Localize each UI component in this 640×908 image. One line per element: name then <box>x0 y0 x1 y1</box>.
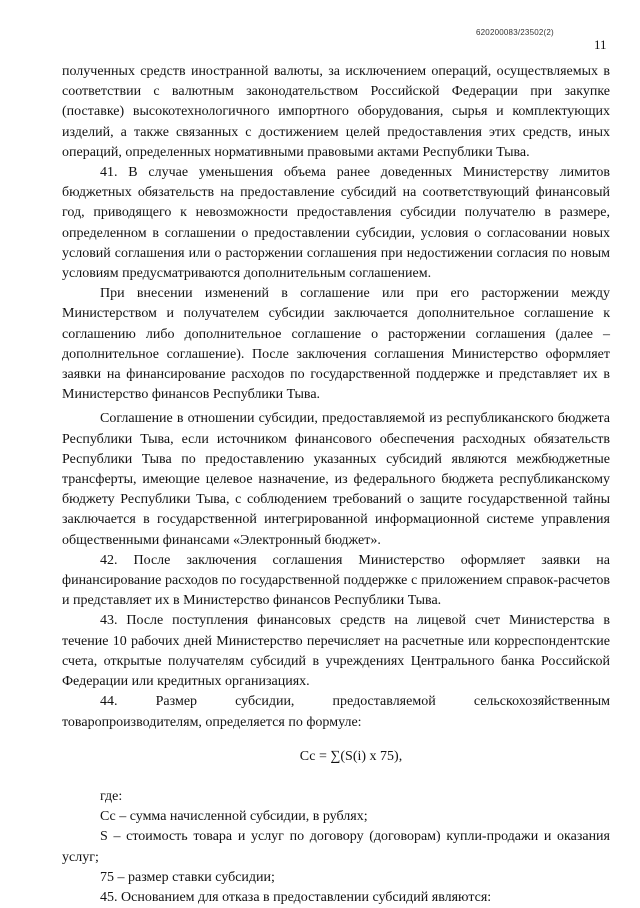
definition-cc: Сс – сумма начисленной субсидии, в рублях; <box>100 809 368 825</box>
definition-75: 75 – размер ставки субсидии; <box>100 869 275 885</box>
subsidy-formula: Сс = ∑(S(i) x 75), <box>299 748 403 764</box>
paragraph-41-electronic-budget: Соглашение в отношении субсидии, предоставляемой из республиканского бюджета Республики Тыва, если источником финансового обеспечения расходных обязательств Республики Тыва по предоставлению указанных субсидий являются межбюджетные трансферты, имеющие целевое назначение, из федерального бюджета республиканскому бюджету Республики Тыва, с соблюдением требований о защите государственной тайны заключается в государственной интегрированной информационной системе управления общественными финансами «Электронный бюджет». <box>62 411 610 548</box>
paragraph-44: 44. Размер субсидии, предоставляемой сельскохозяйственным товаропроизводителям, определяется по формуле: <box>62 694 610 730</box>
page-number: 11 <box>594 37 607 52</box>
document-id: 620200083/23502(2) <box>476 28 554 37</box>
definition-s: S – стоимость товара и услуг по договору (договорам) купли-продажи и оказания услуг; <box>62 829 610 865</box>
paragraph-43: 43. После поступления финансовых средств на лицевой счет Министерства в течение 10 рабочих дней Министерство перечисляет на расчетные или корреспондентские счета, открытые получателям субсидий в учреждениях Центрального банка Российской Федерации или кредитных организациях. <box>62 613 610 690</box>
document-body <box>62 62 610 908</box>
paragraph-continuation: полученных средств иностранной валюты, за исключением операций, осуществляемых в соответствии с валютным законодательством Российской Федерации при закупке (поставке) высокотехнологичного импортного оборудования, сырья и комплектующих изделий, а также связанных с достижением целей предоставления этих средств, иных операций, определенных нормативными правовыми актами Республики Тыва. <box>62 64 610 160</box>
formula-where-label: где: <box>100 788 123 804</box>
paragraph-45: 45. Основанием для отказа в предоставлении субсидий являются: <box>100 889 492 905</box>
paragraph-42: 42. После заключения соглашения Министерство оформляет заявки на финансирование расходов по государственной поддержке с приложением справок-расчетов и представляет их в Министерство финансов Республики Тыва. <box>62 552 610 609</box>
paragraph-41: 41. В случае уменьшения объема ранее доведенных Министерству лимитов бюджетных обязательств на предоставление субсидий на соответствующий финансовый год, приводящего к невозможности предоставления субсидии получателю в размере, определенном в соглашении о предоставлении субсидии, условия о согласовании новых условий соглашения или о расторжении соглашения при недостижении согласия по новым условиям предусматриваются дополнительным соглашением. <box>62 165 610 282</box>
paragraph-41-amendment: При внесении изменений в соглашение или при его расторжении между Министерством и получателем субсидии заключается дополнительное соглашение к соглашению либо дополнительное соглашение о расторжении соглашения (далее – дополнительное соглашение). После заключения соглашения Министерство оформляет заявки на финансирование расходов по государственной поддержке и представляет их в Министерство финансов Республики Тыва. <box>62 286 610 403</box>
